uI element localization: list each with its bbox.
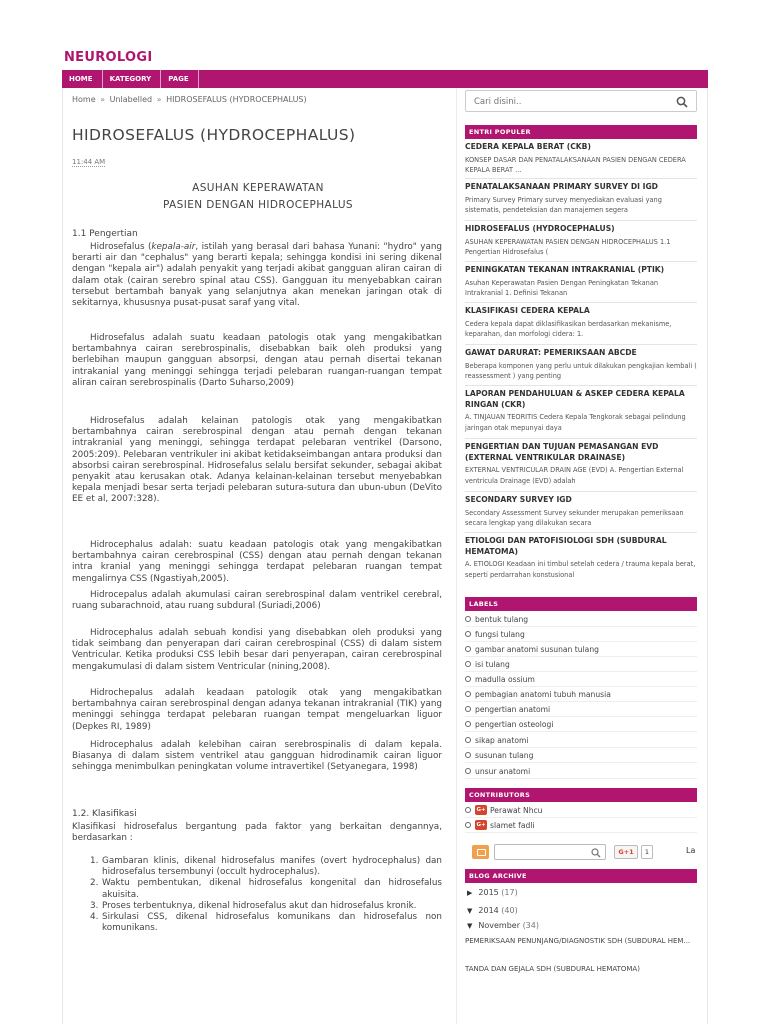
label-link[interactable]: pengertian osteologi — [465, 717, 697, 732]
classification-list — [90, 856, 442, 934]
divider — [465, 220, 697, 221]
nav-page[interactable]: PAGE — [161, 70, 198, 88]
archive-year-2014[interactable]: ▼ 2014 (40) — [467, 906, 518, 915]
paragraph: Hidrocephalus adalah sebuah kondisi yang disebabkan oleh produksi yang tidak seimbang dan penyerapan dari cairan cerebrospinal (CSS) di dalam sistem Ventricular. Ketika produksi CSS lebih besar dari penyerapan, cairan cerebrospinal mengakumulasi di dalam sistem Ventricular (nining,2008). — [72, 628, 442, 672]
divider — [465, 344, 697, 345]
divider — [465, 302, 697, 303]
paragraph: Hidrocepalus adalah akumulasi cairan serebrospinal dalam ventrikel cerebral, ruang subarachnoid, atau ruang subdural (Suriadi,2006) — [72, 590, 442, 612]
contributor-link[interactable]: G+ Perawat Nhcu — [465, 803, 697, 818]
breadcrumb-sep: » — [156, 95, 162, 104]
bullet-icon — [465, 676, 471, 682]
divider — [465, 261, 697, 262]
archive-post-link[interactable]: PEMERIKSAAN PENUNJANG/DIAGNOSTIK SDH (SUBDURAL HEM... — [465, 937, 691, 945]
archive-year-2015[interactable]: ▶ 2015 (17) — [467, 888, 518, 897]
main-column — [72, 94, 444, 211]
search-input[interactable] — [474, 95, 664, 108]
blogger-icon[interactable] — [472, 845, 489, 859]
widget-header-popular: ENTRI POPULER — [465, 125, 697, 139]
bullet-icon — [465, 807, 471, 813]
paragraph: Hidrosefalus (kepala-air, istilah yang berasal dari bahasa Yunani: "hydro" yang berarti air dan "cephalus" yang berarti kepala; sehingga kondisi ini sering dikenal dengan "kepala air") adalah penyakit yang terjadi akibat gangguan aliran cairan di dalam otak (cairan serebro spinal atau CSS). Gangguan itu menyebabkan cairan tersebut bertambah banyak yang selanjutnya akan menekan jaringan otak di sekitarnya, khususnya pusat-pusat saraf yang vital. — [72, 242, 442, 309]
paragraph: Hidrocephalus adalah: suatu keadaan patologis otak yang mengakibatkan bertambahnya cairan cerebrospinal (CSS) dengan atau pernah dengan tekanan intra kranial yang meninggi sehingga terdapat pelebaran ruangan tempat mengalirnya CSS (Ngastiyah,2005). — [72, 540, 442, 584]
google-plus-icon: G+ — [476, 807, 486, 813]
post-heading-2: PASIEN DENGAN HIDROCEPHALUS — [162, 199, 353, 211]
blog-title[interactable]: NEUROLOGI — [64, 50, 153, 65]
paragraph: Klasifikasi hidrosefalus bergantung pada faktor yang berkaitan dengannya, berdasarkan : — [72, 822, 442, 844]
label-link[interactable]: madulla ossium — [465, 672, 697, 687]
popular-post[interactable]: PENINGKATAN TEKANAN INTRAKRANIAL (PTIK) Asuhan Keperawatan Pasien Dengan Peningkatan Tekanan Intrakranial 1. Definisi Tekanan — [465, 265, 665, 297]
paragraph: Hidrosefalus adalah suatu keadaan patologis otak yang mengakibatkan bertambahnya cairan serebrospinalis, disebabkan baik oleh produksi yang berlebihan maupun gangguan absorpsi, dengan atau pernah disertai tekanan intrakanial yang meninggi sehingga terjadi pelebaran ruangan-ruangan tempat aliran cairan serebrospinalis (Darto Suharso,2009) — [72, 333, 442, 388]
label-link[interactable]: bentuk tulang — [465, 612, 697, 627]
bullet-icon — [465, 737, 471, 743]
widget-header-labels: LABELS — [465, 597, 697, 611]
nav-kategory[interactable]: KATEGORY — [103, 70, 162, 88]
divider — [465, 438, 697, 439]
list-item: 4. Sirkulasi CSS, dikenal hidrosefalus komunikans dan hidrosefalus non komunikans. — [90, 912, 442, 934]
label-link[interactable]: pengertian anatomi — [465, 702, 697, 717]
column-divider — [456, 88, 457, 1024]
popular-post[interactable]: ETIOLOGI DAN PATOFISIOLOGI SDH (SUBDURAL HEMATOMA) A. ETIOLOGI Keadaan ini timbul setelah cedera / trauma kepala berat, seperti perdarrahan konstusional — [465, 536, 696, 579]
section-heading-pengertian: 1.1 Pengertian — [72, 229, 138, 239]
widget-header-archive: BLOG ARCHIVE — [465, 869, 697, 883]
post-heading-1: ASUHAN KEPERAWATAN — [192, 182, 324, 194]
google-search-field[interactable] — [494, 844, 606, 860]
label-link[interactable]: susunan tulang — [465, 748, 697, 763]
bullet-icon — [465, 822, 471, 828]
contributor-link[interactable]: G+ slamet fadli — [465, 818, 697, 833]
bullet-icon — [465, 768, 471, 774]
top-navbar — [62, 70, 708, 88]
google-plus-icon: G+ — [476, 822, 486, 828]
breadcrumb — [72, 94, 444, 106]
popular-post[interactable]: PENGERTIAN DAN TUJUAN PEMASANGAN EVD (EXTERNAL VENTRIKULAR DRAINASE) EXTERNAL VENTRICULAR DRAIN AGE (EVD) A. Pengertian External ventricula Drainage (EVD) adalah — [465, 442, 684, 485]
plus-one-count: 1 — [641, 845, 653, 859]
label-link[interactable]: isi tulang — [465, 657, 697, 672]
breadcrumb-category[interactable]: Unlabelled — [109, 95, 153, 104]
popular-post[interactable]: LAPORAN PENDAHULUAN & ASKEP CEDERA KEPALA RINGAN (CKR) A. TINJAUAN TEORITIS Cedera Kepala Tengkorak sebagai pelindung jaringan otak mepunyai daya — [465, 389, 686, 432]
paragraph: Hidrosefalus adalah kelainan patologis otak yang mengakibatkan bertambahnya cairan serebrospinal dengan atau pernah dengan tekanan intrakranial yang meninggi, sehingga terdapat pelebaran ventrikel (Darsono, 2005:209). Pelebaran ventrikuler ini akibat ketidakseimbangan antara produksi dan absorbsi cairan serebrospinal. Hidrosefalus selalu bersifat sekunder, sebagai akibat penyakit atau kerusakan otak. Adanya kelainan-kelainan tersebut menyebabkan kepala menjadi besar serta terjadi pelebaran sutura-sutura dan ubun-ubun (DeVito EE et al, 2007:328). — [72, 416, 442, 505]
divider — [465, 385, 697, 386]
emphasis-text: kepala-air — [151, 242, 196, 252]
bullet-icon — [465, 661, 471, 667]
section-heading-klasifikasi: 1.2. Klasifikasi — [72, 809, 137, 819]
label-link[interactable]: gambar anatomi susunan tulang — [465, 642, 697, 657]
divider — [465, 491, 697, 492]
post-title: HIDROSEFALUS (HYDROCEPHALUS) — [72, 126, 356, 144]
archive-post-link[interactable]: TANDA DAN GEJALA SDH (SUBDURAL HEMATOMA) — [465, 965, 640, 973]
bullet-icon — [465, 752, 471, 758]
list-item: 3. Proses terbentuknya, dikenal hidrosefalus akut dan hidrosefalus kronik. — [90, 900, 417, 911]
collapse-down-icon: ▼ — [467, 921, 473, 930]
collapse-down-icon: ▼ — [467, 906, 473, 915]
breadcrumb-current: HIDROSEFALUS (HYDROCEPHALUS) — [166, 95, 307, 104]
search-icon — [591, 848, 601, 858]
nav-home[interactable]: HOME — [62, 70, 103, 88]
bullet-icon — [465, 616, 471, 622]
divider — [465, 178, 697, 179]
expand-right-icon: ▶ — [467, 888, 473, 897]
popular-post[interactable]: SECONDARY SURVEY IGD Secondary Assessment Survey sekunder merupakan pemeriksaan secara lengkap yang dilakukan secara — [465, 495, 684, 527]
bullet-icon — [465, 706, 471, 712]
archive-month-november[interactable]: ▼ November (34) — [467, 921, 539, 930]
bullet-icon — [465, 631, 471, 637]
paragraph: Hidrocephalus adalah kelebihan cairan serebrospinalis di dalam kepala. Biasanya di dalam sistem ventrikel atau gangguan hidrodinamik cairan liguor sehingga menimbulkan peningkatan volume intravertikel (Setyanegara, 1998) — [72, 740, 442, 773]
popular-post[interactable]: PENATALAKSANAAN PRIMARY SURVEY DI IGD Primary Survey Primary survey menyediakan evaluasi yang sistematis, pendeteksian dan manajemen segera — [465, 182, 662, 214]
label-link[interactable]: unsur anatomi — [465, 764, 697, 779]
breadcrumb-home[interactable]: Home — [72, 95, 96, 104]
breadcrumb-sep: » — [100, 95, 106, 104]
popular-post[interactable]: KLASIFIKASI CEDERA KEPALA Cedera kepala dapat diklasifikasikan berdasarkan mekanisme, keparahan, dan morfologi cidera: 1. — [465, 306, 672, 338]
label-link[interactable]: sikap anatomi — [465, 733, 697, 748]
widget-header-contributors: CONTRIBUTORS — [465, 788, 697, 802]
share-bar — [472, 844, 704, 860]
list-item: 1. Gambaran klinis, dikenal hidrosefalus manifes (overt hydrocephalus) dan hidrosefalus tersembunyi (occult hydrocephalus). — [90, 856, 442, 878]
label-link[interactable]: pembagian anatomi tubuh manusia — [465, 687, 697, 702]
divider — [465, 532, 697, 533]
bullet-icon — [465, 691, 471, 697]
list-item: 2. Waktu pembentukan, dikenal hidrosefalus kongenital dan hidrosefalus akuisita. — [90, 878, 442, 900]
popular-post[interactable]: GAWAT DARURAT: PEMERIKSAAN ABCDE Beberapa komponen yang perlu untuk dilakukan pengkajian kembali ( reassessment ) yang penting — [465, 348, 697, 380]
search-icon[interactable] — [676, 96, 688, 108]
bullet-icon — [465, 721, 471, 727]
popular-post[interactable]: HIDROSEFALUS (HYDROCEPHALUS) ASUHAN KEPERAWATAN PASIEN DENGAN HIDROCEPHALUS 1.1 Pengertian Hidrosefalus ( — [465, 224, 671, 256]
post-timestamp[interactable]: 11:44 AM — [72, 158, 106, 166]
bullet-icon — [465, 646, 471, 652]
paragraph: Hidrochepalus adalah keadaan patologik otak yang mengakibatkan bertambahnya cairan serebrospinal dengan adanya tekanan intrakranial (TIK) yang meninggi sehingga terdapat pelebaran ruangan tempat mengeluarkan liguor (Depkes RI, 1989) — [72, 688, 442, 732]
google-plus-one-button[interactable]: G+1 — [614, 845, 638, 859]
search-box — [465, 90, 697, 112]
share-label: La — [686, 846, 696, 855]
label-link[interactable]: fungsi tulang — [465, 627, 697, 642]
popular-post[interactable]: CEDERA KEPALA BERAT (CKB) KONSEP DASAR DAN PENATALAKSANAAN PASIEN DENGAN CEDERA KEPALA BERAT ... — [465, 142, 686, 174]
